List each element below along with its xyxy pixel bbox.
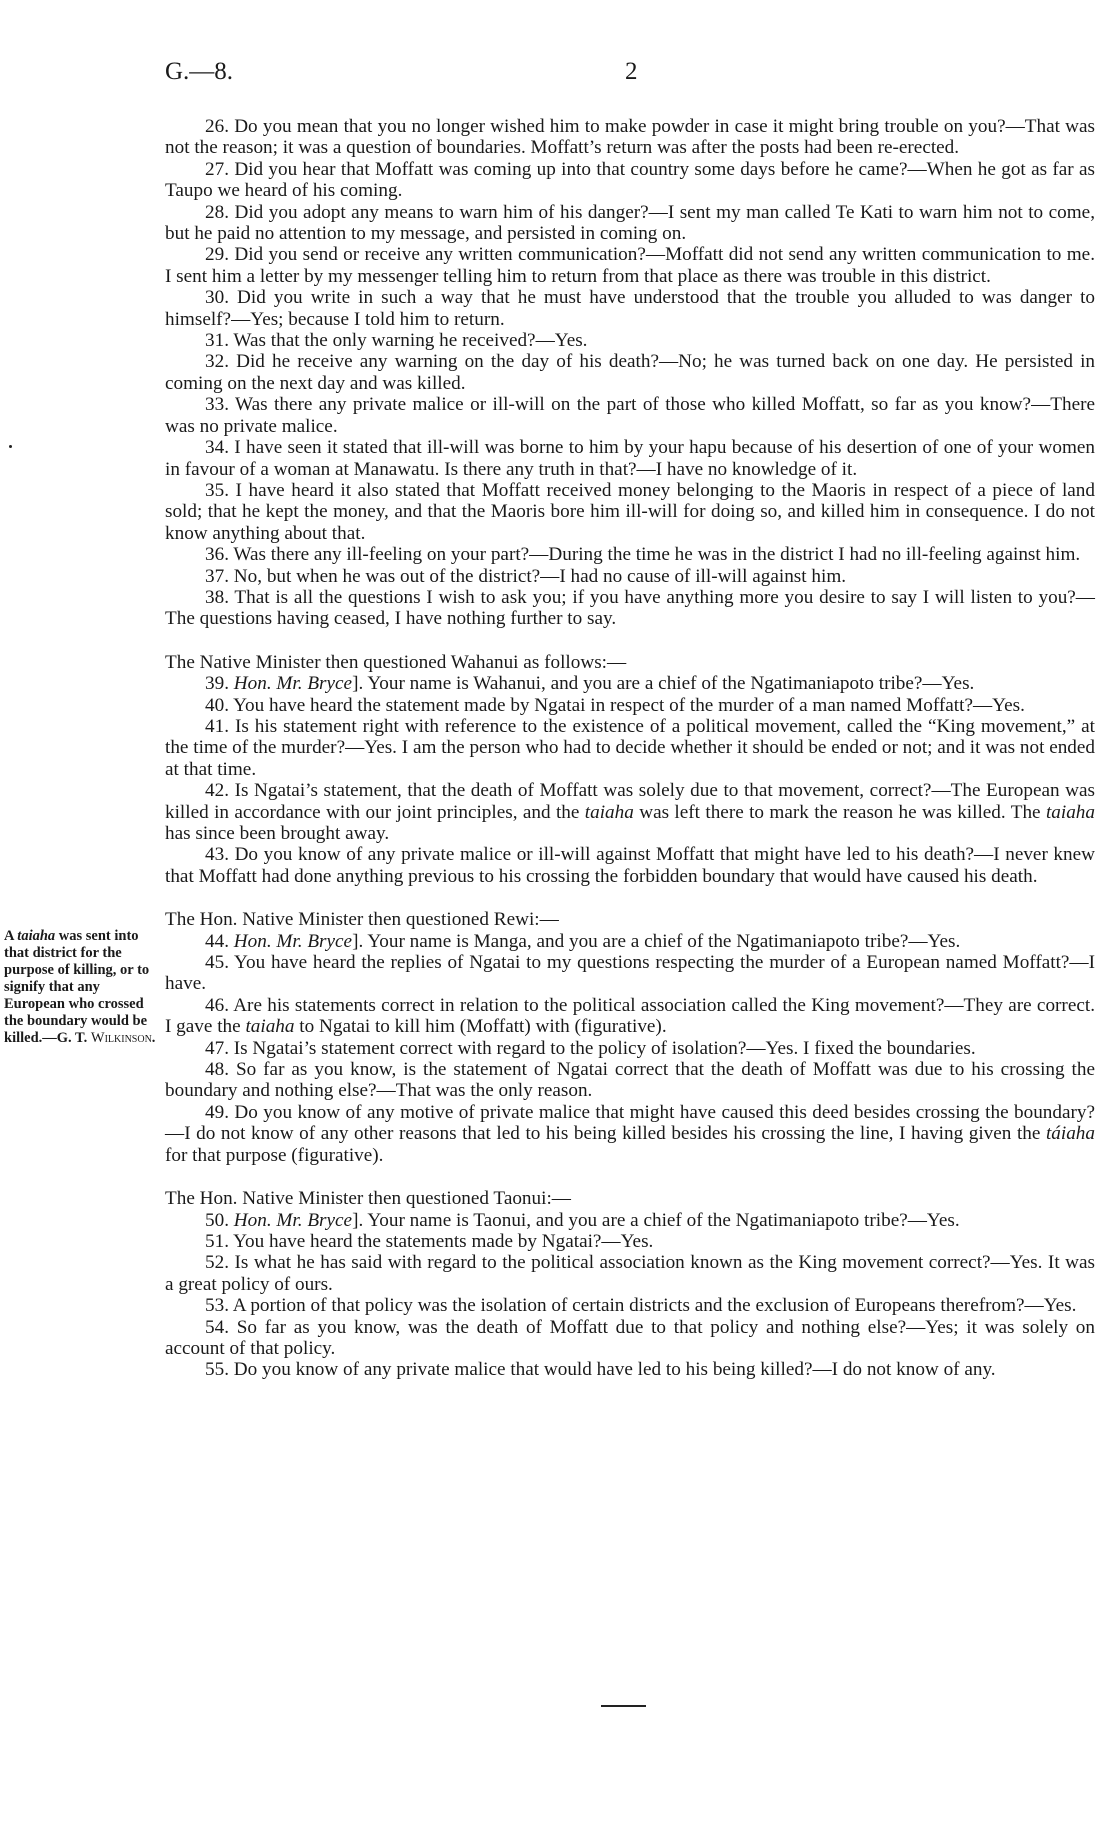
- section-lead-paragraph: The Hon. Native Minister then questioned Taonui:—: [165, 1188, 571, 1210]
- question-answer-paragraph: 29. Did you send or receive any written communication?—Moffatt did not send any written communication to me. I sent him a letter by my messenger telling him to return from that place as there was trouble in this district.: [165, 244, 1095, 287]
- marginal-note: A taiaha was sent into that district for the purpose of killing, or to signify that any European who crossed the boundary would be killed.—G. T. Wilkinson.: [4, 928, 156, 1046]
- question-answer-paragraph: 43. Do you know of any private malice or ill-will against Moffatt that might have led to his death?—I never knew that Moffatt had done anything previous to his crossing the forbidden boundary that would have caused his death.: [165, 844, 1095, 887]
- question-answer-paragraph: 48. So far as you know, is the statement of Ngatai correct that the death of Moffatt was due to his crossing the boundary and nothing else?—That was the only reason.: [165, 1059, 1095, 1102]
- question-answer-paragraph: 53. A portion of that policy was the isolation of certain districts and the exclusion of Europeans therefrom?—Yes.: [205, 1295, 1077, 1317]
- question-answer-paragraph: 50. Hon. Mr. Bryce]. Your name is Taonui, and you are a chief of the Ngatimaniapoto tribe?—Yes.: [205, 1209, 960, 1231]
- document-reference: G.—8.: [165, 58, 234, 85]
- question-answer-paragraph: 33. Was there any private malice or ill-will on the part of those who killed Moffatt, so far as you know?—There was no private malice.: [165, 394, 1095, 437]
- margin-mark: [9, 445, 12, 448]
- question-answer-paragraph: 52. Is what he has said with regard to the political association known as the King movement correct?—Yes. It was a great policy of ours.: [165, 1252, 1095, 1295]
- page-number: 2: [625, 58, 638, 85]
- end-rule: [601, 1705, 646, 1707]
- question-answer-paragraph: 34. I have seen it stated that ill-will was borne to him by your hapu because of his desertion of one of your women in favour of a woman at Manawatu. Is there any truth in that?—I have no knowledge of it.: [165, 437, 1095, 480]
- question-answer-paragraph: 39. Hon. Mr. Bryce]. Your name is Wahanui, and you are a chief of the Ngatimaniapoto tribe?—Yes.: [205, 673, 975, 695]
- question-answer-paragraph: 54. So far as you know, was the death of Moffatt due to that policy and nothing else?—Yes; it was solely on account of that policy.: [165, 1316, 1095, 1359]
- question-answer-paragraph: 49. Do you know of any motive of private malice that might have caused this deed besides crossing the boundary?—I do not know of any other reasons that led to his being killed besides his crossing the line, I having given the táiaha for that purpose (figurative).: [165, 1101, 1095, 1166]
- section-lead-paragraph: The Hon. Native Minister then questioned Rewi:—: [165, 909, 559, 931]
- question-answer-paragraph: 55. Do you know of any private malice that would have led to his being killed?—I do not know of any.: [205, 1359, 996, 1381]
- section-lead-paragraph: The Native Minister then questioned Wahanui as follows:—: [165, 651, 627, 673]
- question-answer-paragraph: 30. Did you write in such a way that he must have understood that the trouble you alluded to was danger to himself?—Yes; because I told him to return.: [165, 287, 1095, 330]
- question-answer-paragraph: 36. Was there any ill-feeling on your part?—During the time he was in the district I had no ill-feeling against him.: [205, 544, 1081, 566]
- question-answer-paragraph: 35. I have heard it also stated that Moffatt received money belonging to the Maoris in respect of a piece of land sold; that he kept the money, and that the Maoris bore him ill-will for doing so, and killed him in consequence. I do not know anything about that.: [165, 479, 1095, 544]
- question-answer-paragraph: 44. Hon. Mr. Bryce]. Your name is Manga, and you are a chief of the Ngatimaniapoto tribe?—Yes.: [205, 930, 961, 952]
- question-answer-paragraph: 27. Did you hear that Moffatt was coming up into that country some days before he came?—When he got as far as Taupo we heard of his coming.: [165, 158, 1095, 202]
- question-answer-paragraph: 31. Was that the only warning he received?—Yes.: [205, 330, 588, 352]
- page-header: [165, 58, 1114, 98]
- question-answer-paragraph: 28. Did you adopt any means to warn him of his danger?—I sent my man called Te Kati to warn him not to come, but he paid no attention to my message, and persisted in coming on.: [165, 201, 1095, 245]
- question-answer-paragraph: 32. Did he receive any warning on the day of his death?—No; he was turned back on one day. He persisted in coming on the next day and was killed.: [165, 351, 1095, 394]
- question-answer-paragraph: 40. You have heard the statement made by Ngatai in respect of the murder of a man named Moffatt?—Yes.: [205, 694, 1025, 716]
- question-answer-paragraph: 41. Is his statement right with reference to the existence of a political movement, called the “King movement,” at the time of the murder?—Yes. I am the person who had to decide whether it should be ended or not; and it was not ended at that time.: [165, 715, 1096, 780]
- question-answer-paragraph: 46. Are his statements correct in relation to the political association called the King movement?—They are correct. I gave the taiaha to Ngatai to kill him (Moffatt) with (figurative).: [165, 994, 1095, 1038]
- question-answer-paragraph: 42. Is Ngatai’s statement, that the death of Moffatt was solely due to that movement, correct?—The European was killed in accordance with our joint principles, and the taiaha was left there to mark the reason he was killed. The taiaha has since been brought away.: [165, 780, 1095, 844]
- main-text: [165, 116, 1095, 1381]
- question-answer-paragraph: 47. Is Ngatai’s statement correct with regard to the policy of isolation?—Yes. I fixed the boundaries.: [205, 1037, 976, 1059]
- question-answer-paragraph: 37. No, but when he was out of the district?—I had no cause of ill-will against him.: [205, 565, 847, 587]
- question-answer-paragraph: 51. You have heard the statements made by Ngatai?—Yes.: [205, 1230, 654, 1252]
- question-answer-paragraph: 38. That is all the questions I wish to ask you; if you have anything more you desire to say I will listen to you?—The questions having ceased, I have nothing further to say.: [165, 586, 1095, 630]
- question-answer-paragraph: 45. You have heard the replies of Ngatai to my questions respecting the murder of a European named Moffatt?—I have.: [165, 952, 1095, 995]
- question-answer-paragraph: 26. Do you mean that you no longer wished him to make powder in case it might bring trouble on you?—That was not the reason; it was a question of boundaries. Moffatt’s return was after the posts had been re-erected.: [165, 116, 1095, 159]
